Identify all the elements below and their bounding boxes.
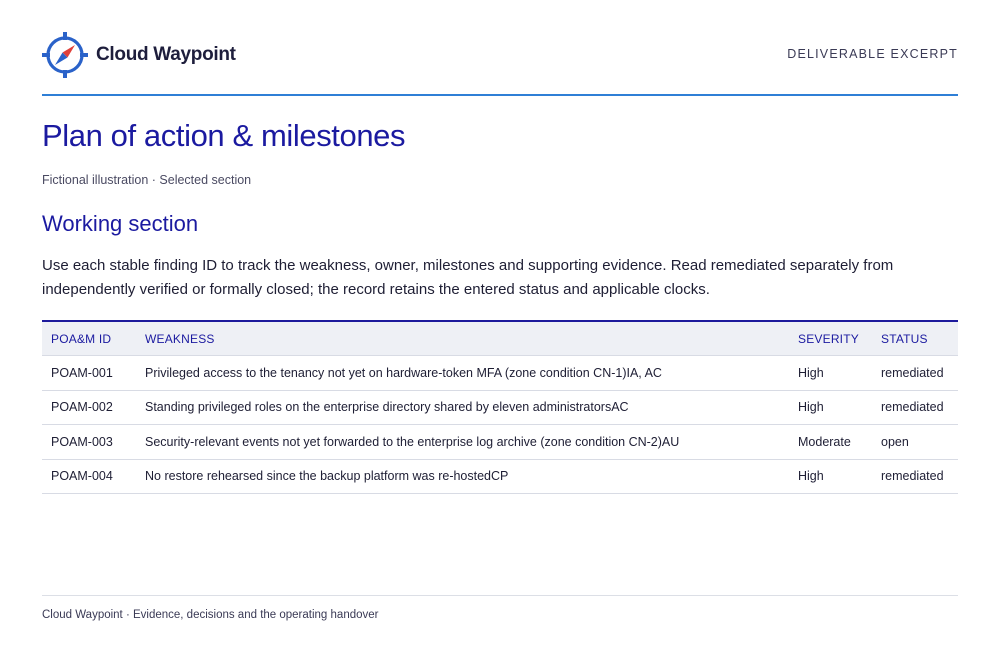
table-row: [42, 356, 958, 391]
section-title: Working section: [42, 211, 199, 236]
cell-weakness: Privileged access to the tenancy not yet on hardware-token MFA (zone condition CN-1)IA, AC: [136, 356, 789, 391]
cell-weakness: No restore rehearsed since the backup platform was re-hostedCP: [136, 459, 789, 494]
page-subtitle: Fictional illustration · Selected section: [42, 173, 252, 187]
column-header-status: STATUS: [872, 321, 958, 356]
cell-id: POAM-003: [42, 425, 136, 460]
header-divider: [42, 94, 958, 96]
page-header: [42, 32, 958, 78]
page-title: Plan of action & milestones: [42, 118, 406, 153]
cell-severity: High: [789, 356, 872, 391]
brand-name: Cloud Waypoint: [96, 44, 236, 65]
footer-divider: [42, 595, 958, 596]
cell-status: remediated: [872, 459, 958, 494]
cell-id: POAM-002: [42, 390, 136, 425]
cell-severity: High: [789, 390, 872, 425]
compass-icon: [42, 32, 88, 78]
column-header-id: POA&M ID: [42, 321, 136, 356]
cell-status: remediated: [872, 390, 958, 425]
page-footer: Cloud Waypoint · Evidence, decisions and the operating handover: [42, 609, 379, 621]
cell-severity: High: [789, 459, 872, 494]
column-header-weakness: WEAKNESS: [136, 321, 789, 356]
poam-table: [42, 320, 958, 494]
cell-id: POAM-001: [42, 356, 136, 391]
deliverable-label: DELIVERABLE EXCERPT: [787, 47, 958, 61]
document-page: [42, 0, 958, 650]
intro-paragraph: Use each stable finding ID to track the weakness, owner, milestones and supporting evidence. Read remediated separately from independently verified or formally closed; the record retains the entered status and applicable clocks.: [42, 257, 894, 298]
cell-weakness: Security-relevant events not yet forwarded to the enterprise log archive (zone condition CN-2)AU: [136, 425, 789, 460]
table-row: [42, 390, 958, 425]
table-header-row: [42, 321, 958, 356]
cell-id: POAM-004: [42, 459, 136, 494]
table-row: [42, 459, 958, 494]
cell-severity: Moderate: [789, 425, 872, 460]
column-header-severity: SEVERITY: [789, 321, 872, 356]
brand: [42, 32, 236, 78]
cell-status: remediated: [872, 356, 958, 391]
table-row: [42, 425, 958, 460]
cell-status: open: [872, 425, 958, 460]
cell-weakness: Standing privileged roles on the enterprise directory shared by eleven administratorsAC: [136, 390, 789, 425]
